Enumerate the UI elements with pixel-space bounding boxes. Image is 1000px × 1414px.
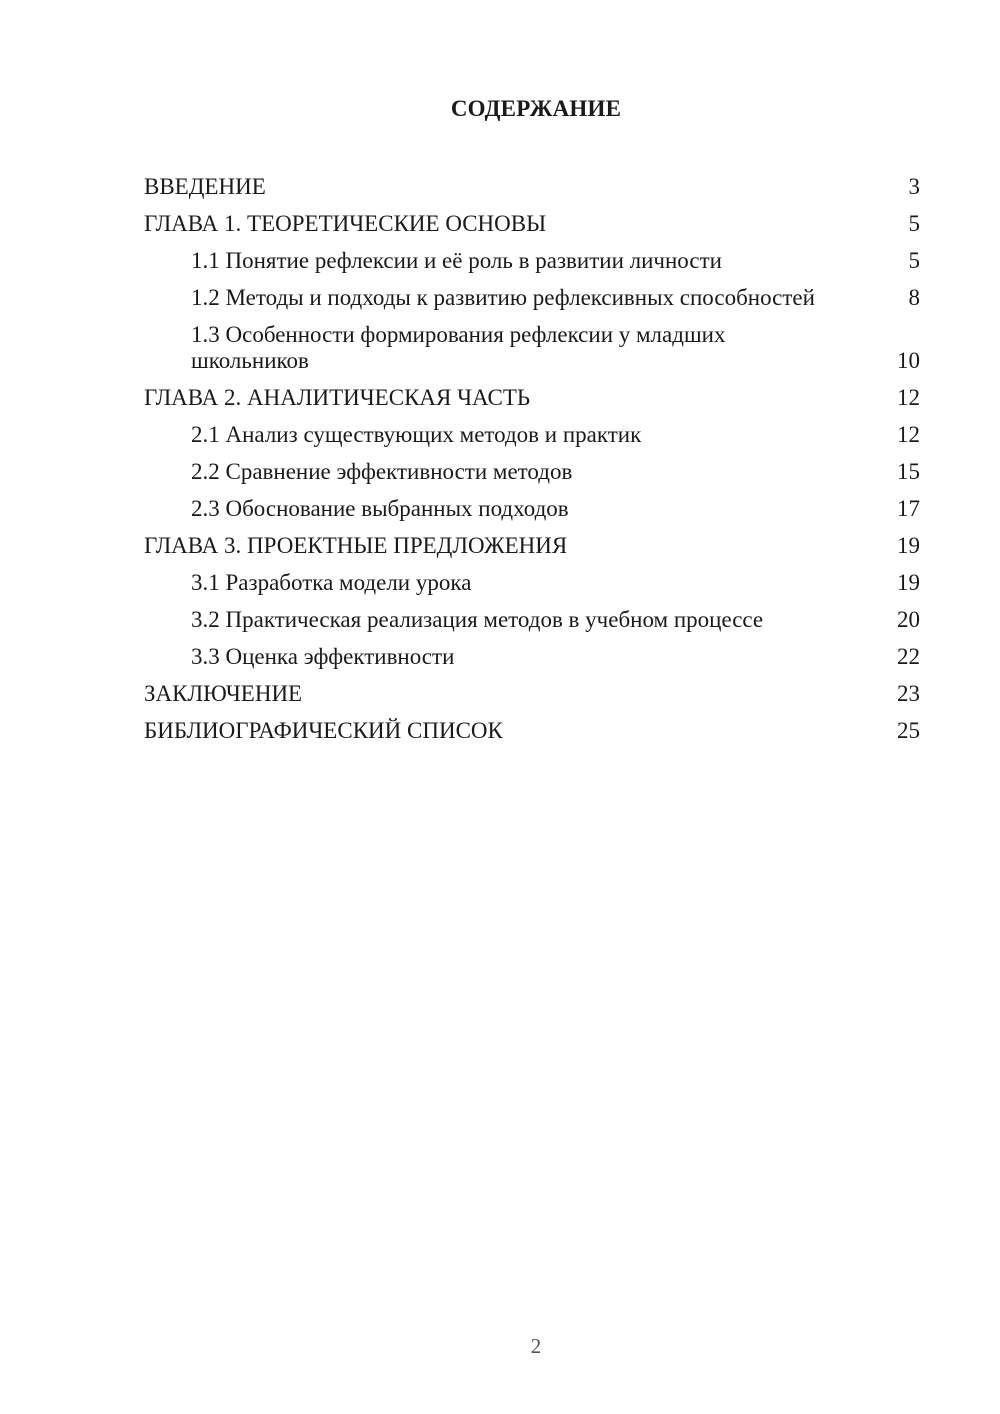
toc-entry-page: 17	[897, 495, 920, 521]
toc-entry-title: 1.1 Понятие рефлексии и её роль в развитии личности	[191, 247, 722, 273]
toc-subentry	[144, 242, 920, 279]
page-title: СОДЕРЖАНИЕ	[450, 96, 622, 121]
toc-entry-page: 5	[908, 247, 920, 273]
toc-subentry	[144, 279, 920, 316]
toc-entry-page: 12	[897, 421, 920, 447]
toc-entry-title: 1.2 Методы и подходы к развитию рефлексивных способностей	[191, 284, 815, 310]
toc-entry-page: 15	[897, 458, 920, 484]
toc-entry-page: 23	[897, 680, 920, 706]
toc-subentry	[144, 638, 920, 675]
toc-entry-title: ГЛАВА 3. ПРОЕКТНЫЕ ПРЕДЛОЖЕНИЯ	[144, 532, 568, 558]
toc-entry-page: 20	[897, 606, 920, 632]
toc-entry-title: 3.1 Разработка модели урока	[191, 569, 472, 595]
toc-entry-page: 3	[908, 173, 920, 199]
toc-subentry	[144, 601, 920, 638]
toc-entry-page: 8	[908, 284, 920, 310]
toc-entry	[144, 379, 920, 416]
toc-subentry	[144, 316, 920, 379]
toc-entry-title: 2.1 Анализ существующих методов и практик	[191, 421, 642, 447]
toc-entry-page: 10	[897, 347, 920, 373]
toc-subentry	[144, 564, 920, 601]
toc-subentry	[144, 416, 920, 453]
toc-entry-title: 3.3 Оценка эффективности	[191, 643, 455, 669]
table-of-contents	[144, 168, 920, 749]
toc-entry-page: 19	[897, 532, 920, 558]
toc-entry-page: 12	[897, 384, 920, 410]
toc-entry-page: 22	[897, 643, 920, 669]
toc-entry-page: 5	[908, 210, 920, 236]
toc-entry-title: 2.3 Обоснование выбранных подходов	[191, 495, 569, 521]
toc-subentry	[144, 453, 920, 490]
toc-entry-title: 1.3 Особенности формирования рефлексии у младших школьников	[191, 321, 726, 373]
toc-entry	[144, 205, 920, 242]
toc-entry-page: 25	[897, 717, 920, 743]
toc-entry-title: ГЛАВА 1. ТЕОРЕТИЧЕСКИЕ ОСНОВЫ	[144, 210, 547, 236]
toc-entry-title: 2.2 Сравнение эффективности методов	[191, 458, 573, 484]
toc-entry-title: ВВЕДЕНИЕ	[144, 173, 266, 199]
toc-entry	[144, 168, 920, 205]
page-number: 2	[530, 1334, 542, 1358]
toc-entry	[144, 527, 920, 564]
toc-entry-page: 19	[897, 569, 920, 595]
toc-entry	[144, 712, 920, 749]
toc-entry-title: 3.2 Практическая реализация методов в учебном процессе	[191, 606, 764, 632]
toc-entry-title: ЗАКЛЮЧЕНИЕ	[144, 680, 303, 706]
toc-entry-title: ГЛАВА 2. АНАЛИТИЧЕСКАЯ ЧАСТЬ	[144, 384, 531, 410]
toc-entry-title: БИБЛИОГРАФИЧЕСКИЙ СПИСОК	[144, 717, 503, 743]
toc-entry	[144, 675, 920, 712]
toc-subentry	[144, 490, 920, 527]
